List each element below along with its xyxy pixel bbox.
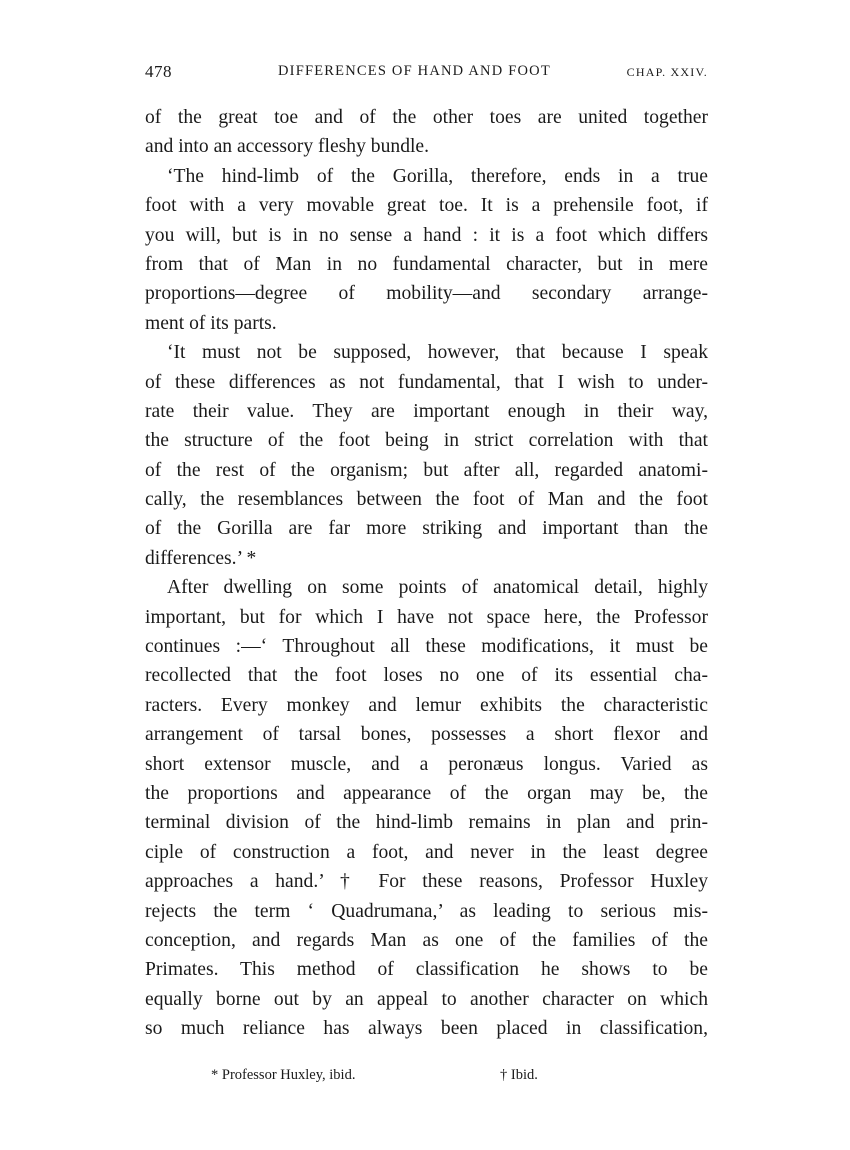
body-text [145,103,708,1044]
text-line: rate their value. They are important enough in their way, [145,400,708,422]
chapter-label: CHAP. XXIV. [626,65,708,79]
paragraph [145,573,708,1043]
text-line: rejects the term ‘ Quadrumana,’ as leading to serious mis- [145,900,708,922]
text-line: foot with a very movable great toe. It is a prehensile foot, if [145,195,708,217]
text-line: you will, but is in no sense a hand : it is a foot which differs [145,224,708,246]
text-line: from that of Man in no fundamental character, but in mere [145,253,708,275]
text-line: the structure of the foot being in strict correlation with that [145,430,708,452]
paragraph [145,103,708,162]
text-line: arrangement of tarsal bones, possesses a short flexor and [145,724,708,746]
paragraph [145,162,708,338]
text-line: ciple of construction a foot, and never in the least degree [145,841,708,863]
footnote-ibid: † Ibid. [500,1067,538,1083]
running-head [145,62,708,86]
text-line: and into an accessory fleshy bundle. [145,136,430,158]
running-head-title: DIFFERENCES OF HAND AND FOOT [278,63,551,79]
text-line: terminal division of the hind-limb remains in plan and prin- [145,812,708,834]
text-line: of the great toe and of the other toes are united together [145,107,708,128]
text-line: ment of its parts. [145,312,277,334]
footnote-huxley: * Professor Huxley, ibid. [211,1067,356,1083]
text-line: cally, the resemblances between the foot of Man and the foot [145,489,708,511]
text-line: recollected that the foot loses no one of its essential cha- [145,665,708,687]
text-line: short extensor muscle, and a peronæus longus. Varied as [145,753,708,775]
text-line: of the rest of the organism; but after all, regarded anatomi- [145,459,708,481]
text-line: so much reliance has always been placed in classification, [145,1018,708,1040]
text-line: differences.’ * [145,547,257,569]
text-line: Primates. This method of classification he shows to be [145,959,708,981]
text-line: of these differences as not fundamental, that I wish to under- [145,371,708,393]
page-number: 478 [145,62,172,81]
paragraph [145,338,708,573]
text-line: important, but for which I have not space here, the Professor [145,606,708,628]
text-line: ‘It must not be supposed, however, that because I speak [167,342,708,364]
text-line: of the Gorilla are far more striking and important than the [145,518,708,540]
text-line: continues :—‘ Throughout all these modifications, it must be [145,636,708,658]
text-line: approaches a hand.’ † For these reasons, Professor Huxley [145,871,708,893]
text-line: proportions—degree of mobility—and secondary arrange- [145,283,708,305]
text-line: equally borne out by an appeal to another character on which [145,988,708,1010]
text-line: racters. Every monkey and lemur exhibits the characteristic [145,694,708,716]
text-line: After dwelling on some points of anatomical detail, highly [167,577,708,599]
text-line: the proportions and appearance of the organ may be, the [145,782,708,804]
text-line: ‘The hind-limb of the Gorilla, therefore, ends in a true [167,165,708,187]
footnotes [145,1067,708,1089]
text-line: conception, and regards Man as one of the families of the [145,929,708,951]
